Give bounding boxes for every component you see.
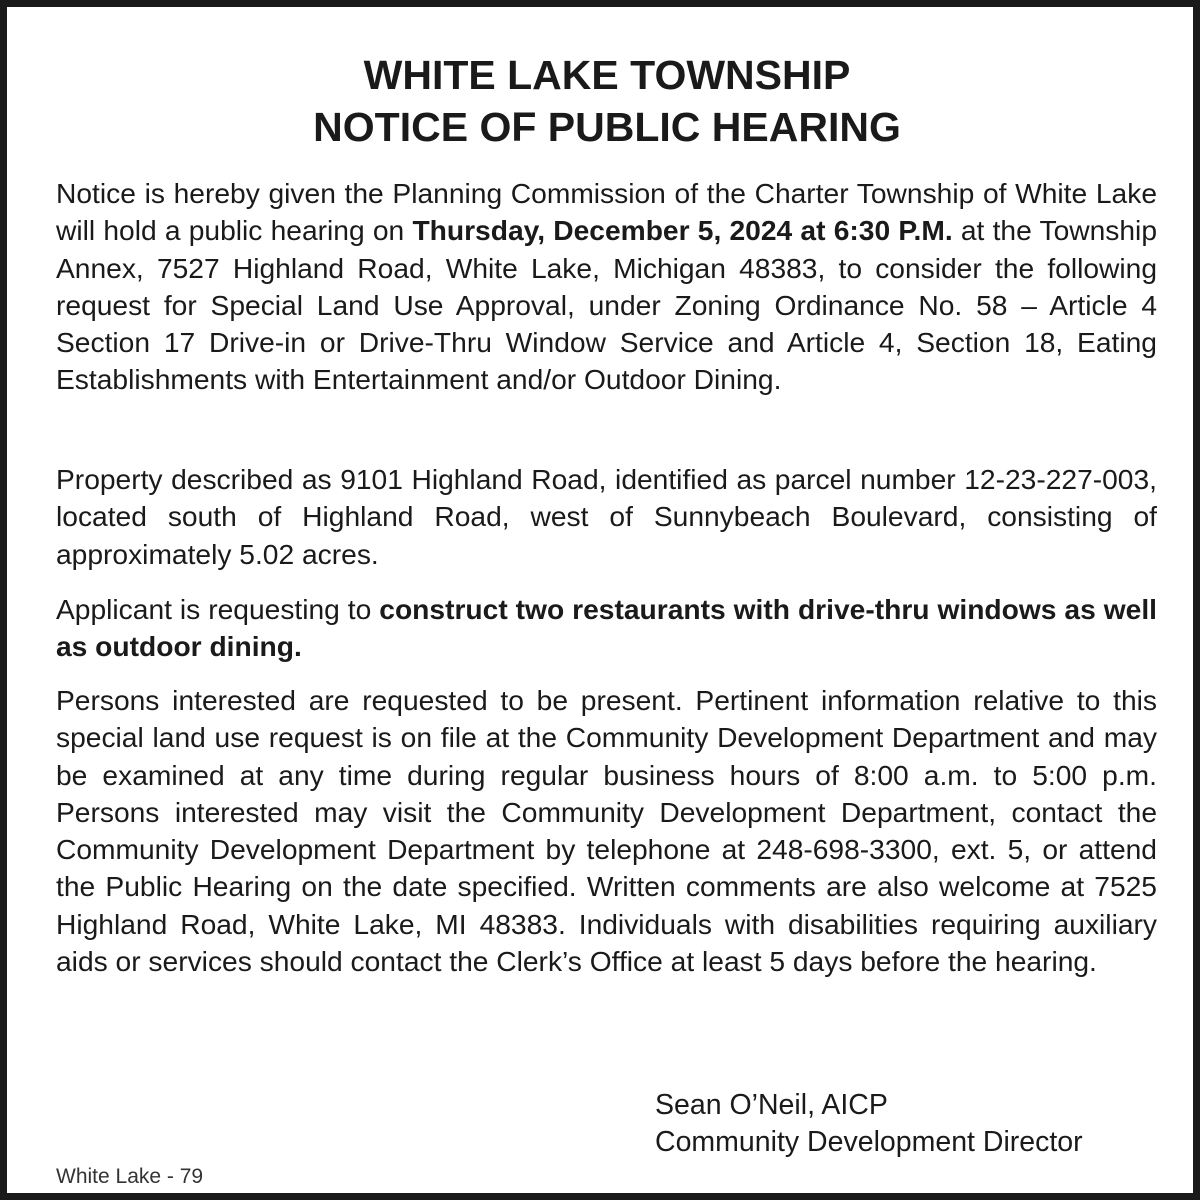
applicant-intro-text: Applicant is requesting to	[56, 593, 380, 625]
notice-title-township: WHITE LAKE TOWNSHIP	[363, 52, 851, 98]
applicant-request-text: construct two restaurants with drive-thru windows as well as outdoor dining.	[56, 593, 1157, 663]
property-description-paragraph: Property described as 9101 Highland Road, identified as parcel number 12-23-227-003, located south of Highland Road, west of Sunnybeach Boulevard, consisting of approximately 5.02 acres.	[56, 463, 1157, 570]
hearing-intro-text: Notice is hereby given the Planning Commission of the Charter Township of White Lake will hold a public hearing on	[56, 177, 1157, 247]
hearing-details-text: at the Township Annex, 7527 Highland Road, White Lake, Michigan 48383, to consider the following request for Special Land Use Approval, under Zoning Ordinance No. 58 – Article 4 Section 17 Drive-in or Drive-Thru Window Service and Article 4, Section 18, Eating Establishments with Entertainment and/or Outdoor Dining.	[56, 214, 1157, 396]
hearing-date-time: Thursday, December 5, 2024 at 6:30 P.M.	[412, 214, 953, 247]
hearing-announcement-paragraph	[56, 175, 1157, 399]
notice-title-hearing: NOTICE OF PUBLIC HEARING	[313, 104, 901, 150]
signature-title: Community Development Director	[655, 1126, 1083, 1158]
public-info-paragraph: Persons interested are requested to be present. Pertinent information relative to this special land use request is on file at the Community Development Department and may be examined at any time during regular business hours of 8:00 a.m. to 5:00 p.m. Persons interested may visit the Community Development Department, contact the Community Development Department by telephone at 248-698-3300, ext. 5, or attend the Public Hearing on the date specified. Written comments are also welcome at 7525 Highland Road, White Lake, MI 48383. Individuals with disabilities requiring auxiliary aids or services should contact the Clerk’s Office at least 5 days before the hearing.	[56, 684, 1157, 978]
ad-code-footer: White Lake - 79	[56, 1165, 204, 1188]
applicant-request-paragraph	[56, 591, 1157, 666]
signature-name: Sean O’Neil, AICP	[655, 1089, 888, 1121]
